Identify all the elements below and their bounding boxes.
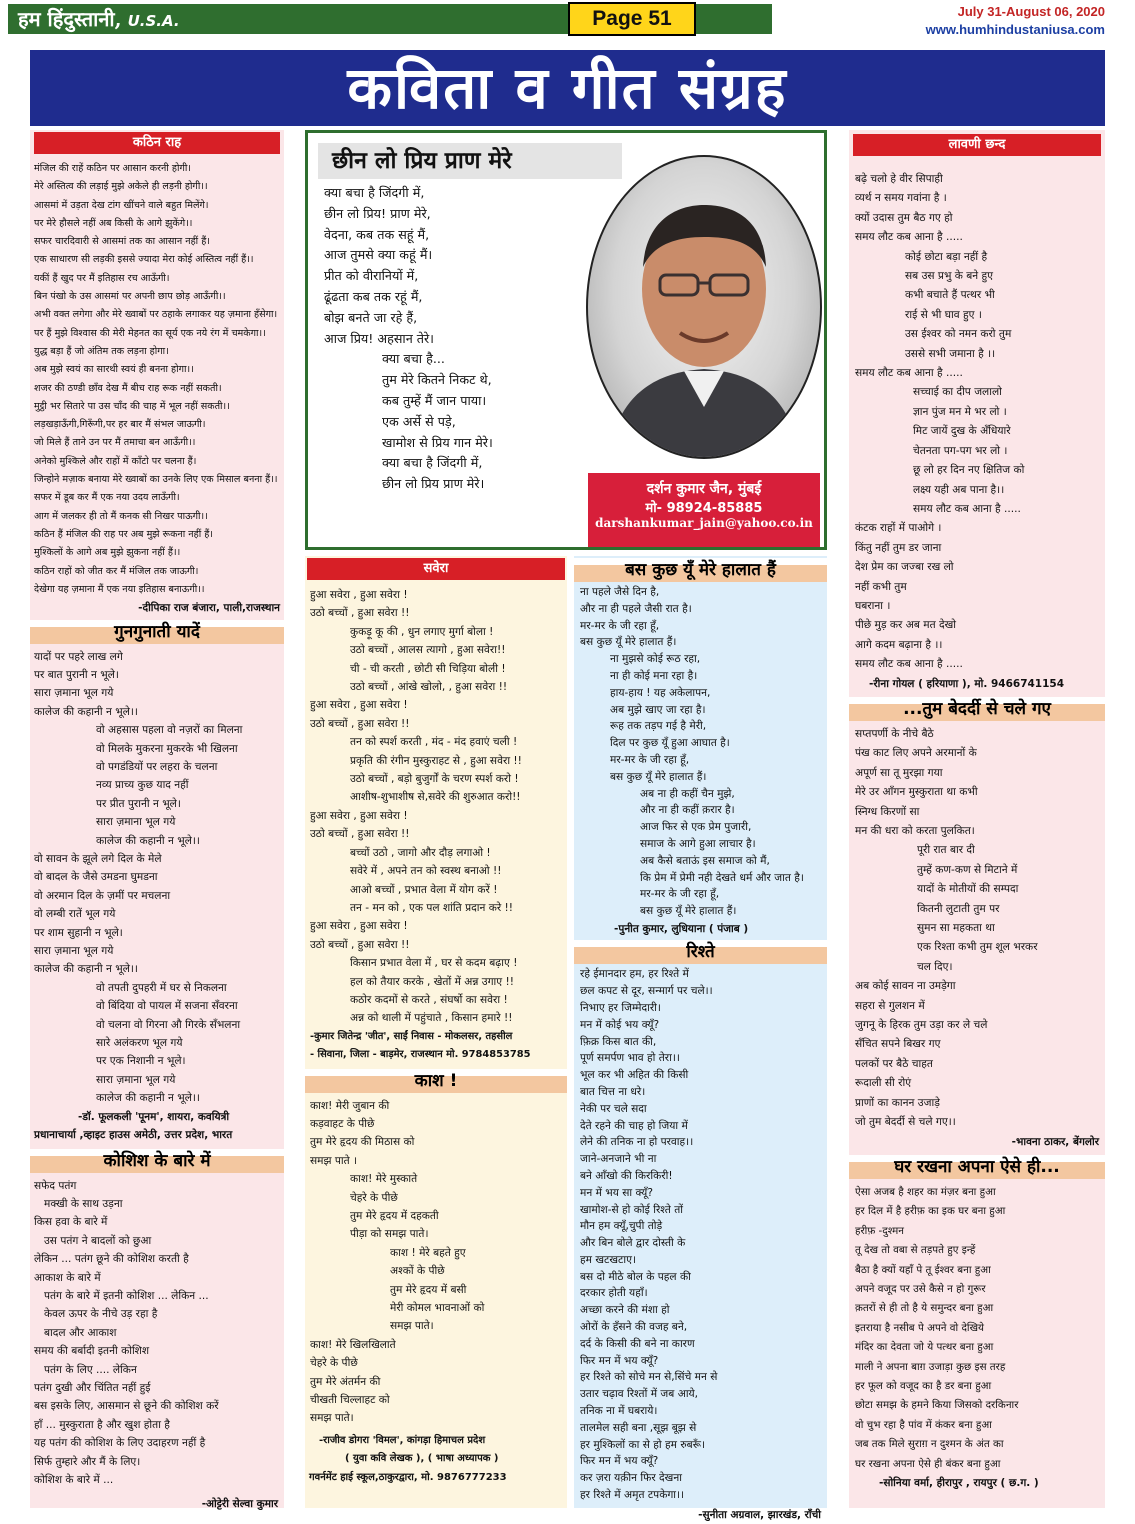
poem-line: केवल ऊपर के नीचे उड़ रहा है xyxy=(44,1308,158,1321)
poem-line: छल कपट से दूर, सन्मार्ग पर चले।। xyxy=(580,985,713,998)
poem-line: मर-मर के जी रहा हूँ, xyxy=(580,619,660,632)
poem-line: सप्तपर्णी के नीचे बैठे xyxy=(855,727,934,740)
poem-line: सच्चाई का दीप जलालो xyxy=(913,386,1002,399)
poem-line: युद्ध बड़ा हैं जो अंतिम तक लड़ना होगा। xyxy=(34,345,169,357)
poem-credit: - सिवाना, जिला - बाड़मेर, राजस्थान मो. 9784853785 xyxy=(310,1049,531,1061)
poem-title: कोशिश के बारे में xyxy=(30,1149,284,1173)
poem-line: अन्न को थाली में पहुंचाते , किसान हमारे !! xyxy=(350,1012,513,1025)
poem-credit: -दीपिका राज बंजारा, पाली,राजस्थान xyxy=(138,602,280,615)
poem-line: देते रहने की चाह हो जिया में xyxy=(580,1119,688,1132)
poem-line: आओ बच्चों , प्रभात वेला में योग करें ! xyxy=(350,883,498,896)
featured-title: छीन लो प्रिय प्राण मेरे xyxy=(318,143,622,179)
poem-line: किस हवा के बारे में xyxy=(34,1216,108,1229)
poem-line: मंदिर का देवता जो ये पत्थर बना हुआ xyxy=(855,1341,994,1354)
poem-credit: -रीना गोयल ( हरियाणा ), मो. 9466741154 xyxy=(869,677,1065,690)
poem-line: अभी वक्त लगेगा और मेरे ख्वाबों पर ठहाके लगाकर यह ज़माना हँसेगा। xyxy=(34,309,278,321)
column-center-left xyxy=(305,556,567,1508)
poem-line: वो पगडंडियों पर लहरा के चलना xyxy=(96,760,218,773)
author-photo xyxy=(586,155,822,459)
poem-line: बिन पंखो के उस आसमां पर अपनी छाप छोड़ आऊँगी।। xyxy=(34,291,226,303)
poem-line: समाज के आगे हुआ लाचार है। xyxy=(640,837,756,850)
poem-line: सारा ज़माना भूल गये xyxy=(96,816,176,829)
poem-line: वो बिंदिया वो पायल में सजना सँवरना xyxy=(96,1000,238,1013)
poem-line: बस दो मीठे बोल के पहल की xyxy=(580,1270,691,1283)
poem-line: हाय-हाय ! यह अकेलापन, xyxy=(610,686,711,699)
poem-line: जाने-अनजाने भी ना xyxy=(580,1153,657,1166)
poem-line: अनेको मुश्किले और राहों में काँटो पर चलना हैं। xyxy=(34,455,197,467)
poem-line: पर शाम सुहानी न भूले। xyxy=(34,926,123,939)
poem-line: पतंग के लिए .... लेकिन xyxy=(44,1363,137,1376)
poem-line: पंख काट लिए अपने अरमानों के xyxy=(855,747,977,760)
poem-credit: -कुमार जितेन्द्र 'जीत', साईं निवास - मोकलसर, तहसील xyxy=(310,1030,513,1042)
poem-credit: प्रधानाचार्या ,व्हाइट हाउस अमेठी, उत्तर प्रदेश, भारत xyxy=(34,1129,233,1142)
website-link[interactable]: www.humhindustaniusa.com xyxy=(925,22,1105,37)
poem-line: आशीष-शुभाशीष से,सवेरे की शुरुआत करो!! xyxy=(350,791,521,804)
poem-line: आज फिर से एक प्रेम पुजारी, xyxy=(640,821,752,834)
poem-line: अच्छा करने की मंशा हो xyxy=(580,1304,670,1317)
poem-line: लक्ष्य यही अब पाना है।। xyxy=(913,483,1005,496)
poem-line: ना मुझसे कोई रूठ रहा, xyxy=(610,653,701,666)
poem-line: कोशिश के बारे में ... xyxy=(34,1474,114,1486)
poem-line: पर मेरे हौसले नहीं अब किसी के आगे झुकेंगे।। xyxy=(34,217,193,229)
poem-line: तुम मेरे हृदय में दहकती xyxy=(350,1210,439,1222)
poem-line: ऐसा अजब है शहर का मंज़र बना हुआ xyxy=(855,1185,996,1198)
poem-line: फिर मन में भय क्यूँ? xyxy=(580,1455,659,1468)
masthead-divider xyxy=(696,4,772,34)
poem-line: चेहरे के पीछे xyxy=(310,1357,358,1370)
poem-line: यह पतंग की कोशिश के लिए उदाहरण नहीं है xyxy=(34,1437,206,1450)
poem-line: तुम मेरे कितने निकट थे, xyxy=(382,372,492,388)
poem-line: ज्ञान पुंज मन मे भर लो । xyxy=(913,405,1007,418)
poem-line: आकाश के बारे में xyxy=(34,1271,101,1284)
author-card xyxy=(588,473,820,547)
poem-line: कठिन हैं मंजिल की राह पर अब मुझे रूकना नहीं हैं। xyxy=(34,528,213,540)
poem-line: पूर्ण समर्पण भाव हो तेरा।। xyxy=(580,1052,680,1065)
poem-credit: -सुनीता अग्रवाल, झारखंड, राँची xyxy=(698,1508,821,1521)
poem-line: बने आँखो की किरकिरी! xyxy=(580,1169,673,1182)
poem-line: और ना ही कहीं क़रार है। xyxy=(640,804,735,817)
poem-line: ना पहले जैसे दिन है, xyxy=(580,586,660,598)
poem-line: समय की बर्बादी इतनी कोशिश xyxy=(34,1345,150,1358)
poem-line: पीछे मुड़ कर अब मत देखो xyxy=(855,619,957,632)
masthead-brand xyxy=(8,4,568,34)
poem-credit: -पुनीत कुमार, लुधियाना ( पंजाब ) xyxy=(614,922,749,935)
poem-line: स्निग्ध किरणों सा xyxy=(855,805,920,818)
poem-line: रूदाली सी रोएं xyxy=(855,1077,912,1090)
poem-line: वो मिलके मुकरना मुकरके भी खिलना xyxy=(96,742,238,755)
poem-line: वो बादल के जैसे उमडना घुमडना xyxy=(34,871,158,884)
poem-line: मुश्किलों के आगे अब मुझे झुकना नहीं हैं।। xyxy=(34,547,181,559)
poem-line: देखेगा यह ज़माना मैं एक नया इतिहास बनाऊगी।। xyxy=(34,583,205,595)
poem-line: उठो बच्चों , हुआ सवेरा !! xyxy=(310,607,410,620)
poem-line: उठो बच्चों , हुआ सवेरा !! xyxy=(310,717,410,730)
poem-line: हुआ सवेरा , हुआ सवेरा ! xyxy=(310,699,408,712)
poem-line: पीड़ा को समझ पाते। xyxy=(350,1228,429,1241)
brand-suffix: U.S.A. xyxy=(127,12,180,30)
poem-line: एक साधारण सी लड़की इससे ज्यादा मेरा कोई अस्तित्व नहीं हैं।। xyxy=(34,254,254,266)
poem-line: पर एक निशानी न भूले। xyxy=(96,1055,186,1068)
poem-line: मन में भय सा क्यूँ? xyxy=(580,1186,653,1199)
poem-line: हाँ ... मुस्कुराता है और खुश होता है xyxy=(34,1418,170,1431)
poem-line: चीखती चिल्लाहट को xyxy=(310,1394,390,1407)
poem-line: चेहरे के पीछे xyxy=(350,1191,398,1204)
poem-line: हर रिश्ते में अमृत टपकेगा।। xyxy=(580,1489,685,1502)
column-center-right xyxy=(574,556,827,1521)
portrait-illustration xyxy=(588,157,820,457)
poem-line: नहीं कभी तुम xyxy=(855,580,907,593)
poem-line: चल दिए। xyxy=(917,960,953,973)
poem-line: मंजिल की राहें कठिन पर आसान करनी होगी। xyxy=(34,163,191,174)
poem-body xyxy=(849,170,1105,675)
poem-line: मन में कोई भय क्यूँ? xyxy=(580,1018,660,1031)
poem-line: सफर में डूब कर मैं एक नया उदय लाऊँगी। xyxy=(34,492,180,504)
poem-line: ची - ची करती , छोटी सी चिड़िया बोली ! xyxy=(350,662,506,675)
poem-line: हर फूल को वजूद का है डर बना हुआ xyxy=(855,1379,992,1392)
poem-line: सवेरे में , अपने तन को स्वस्थ बनाओ !! xyxy=(350,865,502,878)
poem-line: यकीं हैं खुद पर मैं इतिहास रच आऊँगी। xyxy=(34,272,170,284)
poem-credit: -राजीव डोगरा 'विमल', कांगड़ा हिमाचल प्रदेश xyxy=(319,1434,486,1446)
poem-line: क्या बचा है जिंदगी में, xyxy=(382,455,483,471)
poem-line: अश्कों के पीछे xyxy=(390,1265,445,1278)
poem-line: मेरे उर आँगन मुस्कुराता था कभी xyxy=(855,786,978,799)
poem-line: समझ पाते। xyxy=(390,1320,434,1333)
poem-line: छू लो हर दिन नए क्षितिज को xyxy=(913,464,1025,477)
poem-line: उठो बच्चों , हुआ सवेरा !! xyxy=(310,828,410,841)
poem-line: पर हैं मुझे विश्वास की मेरी मेहनत का सूर्य एक नये रंग में चमकेगा।। xyxy=(34,327,266,339)
poem-line: नेकी पर चले सदा xyxy=(580,1102,647,1115)
poem-line: पूरी रात बार दी xyxy=(917,844,975,857)
poem-line: वेदना, कब तक सहूं मैं, xyxy=(324,226,430,242)
poem-line: ना ही कोई मना रहा है। xyxy=(610,669,698,682)
poem-line: काश! मेरे मुस्काते xyxy=(350,1173,418,1186)
poem-line: कभी बचाते हैं पत्थर भी xyxy=(905,289,995,302)
poem-line: और ना ही पहले जैसी रात है। xyxy=(580,602,692,615)
poem-line: जब तक मिले सुराग़ न दुश्मन के अंत का xyxy=(855,1438,1004,1451)
poem-line: काश! मेरे खिलखिलाते xyxy=(310,1338,396,1351)
poem-line: सिर्फ तुम्हारे और मैं के लिए। xyxy=(34,1455,141,1468)
poem-line: मुट्ठी भर सितारे पा उस चाँद की चाह में भूल नहीं सकती।। xyxy=(34,400,230,412)
poem-line: उतार चढ़ाव रिश्तों में जब आये, xyxy=(580,1388,699,1401)
author-email[interactable]: darshankumar_jain@yahoo.co.in xyxy=(595,516,813,530)
poem-line: सारा ज़माना भूल गये xyxy=(34,687,114,700)
poem-line: सब उस प्रभु के बने हुए xyxy=(905,270,994,283)
poem-line: कब तुम्हें मैं जान पाया। xyxy=(382,392,487,408)
poem-line: आज प्रिय! अहसान तेरे। xyxy=(324,330,434,346)
poem-line: कठिन राहों को जीत कर मैं मंजिल तक जाऊगी। xyxy=(34,565,199,577)
poem-credit: -ओट्टेरी सेल्वा कुमार xyxy=(201,1498,278,1511)
author-phone: मो- 98924-85885 xyxy=(645,501,763,516)
poem-line: छोटा समझ के हमने किया जिसको दरकिनार xyxy=(855,1399,1019,1412)
poem-line: तुम मेरे हृदय की मिठास को xyxy=(310,1136,415,1149)
poem-line: बच्चों उठो , जागो और दौड़ लगाओ ! xyxy=(350,846,491,859)
poem-credit: -डॉ. फूलकली 'पूनम', शायरा, कवयित्री xyxy=(78,1110,230,1123)
poem-line: उससे सभी जमाना है ।। xyxy=(905,347,996,360)
poem-line: इतराया है नसीब पे अपने वो देखिये xyxy=(855,1321,984,1334)
poem-credit: गवर्नमेंट हाई स्कूल,ठाकुरद्वारा, मो. 9876777233 xyxy=(309,1471,507,1483)
poem-line: कड़वाहट के पीछे xyxy=(310,1117,375,1130)
poem-line: अपने वजूद पर उसे कैसे न हो गुरूर xyxy=(855,1282,986,1295)
poem-line: मर-मर के जी रहा हूँ, xyxy=(640,888,720,901)
poem-line: उठो बच्चों , आंखे खोलो, , हुआ सवेरा !! xyxy=(350,681,508,694)
poem-line: मक्खी के साथ उड़ना xyxy=(44,1197,123,1210)
poem-line: प्रकृति की रंगीन मुस्कुराहट से , हुआ सवेरा !! xyxy=(350,754,522,767)
poem-line: आज तुमसे क्या कहूं मैं। xyxy=(324,247,433,263)
poem-line: मौन हम क्यूँ,चुपी तोड़े xyxy=(580,1220,663,1233)
poem-body xyxy=(30,648,284,1108)
poem-line: वो अरमान दिल के ज़मीं पर मचलना xyxy=(34,889,171,902)
poem-line: राई से भी घाव हुए । xyxy=(905,308,982,321)
poem-line: जो मिले हैं ताने उन पर मैं तमाचा बन आऊँगी।। xyxy=(34,437,196,449)
poem-line: रूह तक तड़प गई है मेरी, xyxy=(610,720,707,733)
poem-line: उठो बच्चों , हुआ सवेरा !! xyxy=(310,938,410,951)
poem-line: तन - मन को , एक पल शांति प्रदान करे !! xyxy=(350,901,514,914)
poem-body xyxy=(849,725,1105,1133)
poem-line: हुआ सवेरा , हुआ सवेरा ! xyxy=(310,920,408,933)
poem-line: सँचित सपने बिखर गए xyxy=(855,1038,941,1051)
poem-line: बोझ बनते जा रहे हैं, xyxy=(324,309,418,325)
poem-line: हल को तैयार करके , खेतों में अन्न उगाए !! xyxy=(350,975,515,988)
poem-line: समय लौट कब आना है ..... xyxy=(855,367,963,380)
poem-line: क्यों उदास तुम बैठ गए हो xyxy=(855,211,953,224)
poem-line: दिल पर कुछ यूँ हुआ आघात है। xyxy=(610,737,730,750)
poem-title: लावणी छन्द xyxy=(853,134,1101,156)
poem-line: उठो बच्चों , बड़ो बुजुर्गों के चरण स्पर्श करो ! xyxy=(350,773,519,786)
poem-line: कर ज़रा यक़ीन फिर देखना xyxy=(580,1472,682,1485)
poem-line: बैठा है क्यों यहाँ पे तू ईश्वर बना हुआ xyxy=(855,1263,991,1276)
poem-line: समझ पाते । xyxy=(310,1154,358,1167)
poem-line: कालेज की कहानी न भूले।। xyxy=(34,705,138,718)
poem-line: भूल कर भी अहित की किसी xyxy=(580,1069,689,1082)
poem-line: हुआ सवेरा , हुआ सवेरा ! xyxy=(310,589,408,601)
poem-line: पतंग के बारे में इतनी कोशिश ... लेकिन ... xyxy=(44,1289,209,1302)
poem-line: शजर की ठण्डी छाँव देख मैं बीच राह रूक नहीं सकती। xyxy=(34,382,222,394)
poem-line: सारा ज़माना भूल गये xyxy=(34,945,114,958)
poem-line: अपूर्ण सा तू मुरझा गया xyxy=(855,766,943,779)
poem-line: यादों पर पहरे लाख लगे xyxy=(34,650,123,663)
poem-line: रहे ईमानदार हम, हर रिश्ते में xyxy=(580,968,689,981)
column-right xyxy=(849,130,1105,1508)
poem-line: प्राणों का कानन उजाड़े xyxy=(855,1096,940,1109)
poem-line: पर बात पुरानी न भूले। xyxy=(34,668,119,681)
poem-line: चेतनता पग-पग भर लो । xyxy=(913,444,1008,457)
poem-line: तनिक ना में घबराये। xyxy=(580,1405,658,1418)
poem-line: मेरी कोमल भावनाओं को xyxy=(390,1302,485,1315)
poem-line: तालमेल सही बना ,सूझ बूझ से xyxy=(580,1421,697,1434)
poem-line: और बिन बोले द्वार दोस्ती के xyxy=(580,1237,686,1250)
poem-line: बात चित्त ना धरे। xyxy=(580,1085,646,1098)
poem-line: सारा ज़माना भूल गये xyxy=(96,1073,176,1086)
poem-line: लेकिन ... पतंग छूने की कोशिश करती है xyxy=(34,1253,189,1266)
poem-credit: ( युवा कवि लेखक ), ( भाषा अध्यापक ) xyxy=(345,1453,499,1465)
poem-line: जुगनू के हिरक तुम उड़ा कर ले चले xyxy=(855,1019,988,1032)
poem-line: बस इसके लिए, आसमान से छूने की कोशिश करें xyxy=(34,1400,219,1413)
author-name: दर्शन कुमार जैन, मुंबई xyxy=(646,481,762,497)
page-number: Page 51 xyxy=(568,2,696,36)
poem-line: लेने की तनिक ना हो परवाह।। xyxy=(580,1136,694,1149)
poem-line: बढ़े चलो हे वीर सिपाही xyxy=(855,173,943,185)
poem-line: नव्य प्राच्य कुछ याद नहीं xyxy=(96,779,189,792)
poem-line: खामोश से प्रिय गान मेरे। xyxy=(382,434,493,450)
poem-line: वो अहसास पहला वो नज़रों का मिलना xyxy=(96,724,243,737)
poem-line: वो चुभ रहा है पांव में कंकर बना हुआ xyxy=(855,1418,992,1431)
poem-line: आसमां में उड़ता देख टांग खींचने वाले बहुत मिलेंगे। xyxy=(34,199,209,211)
poem-title: ...तुम बेदर्दी से चले गए xyxy=(849,697,1105,721)
poem-line: हर मुश्किलों का से हो हम रुबरूँ। xyxy=(580,1438,705,1451)
poem-line: किसान प्रभात वेला में , घर से कदम बढ़ाए ! xyxy=(350,957,518,970)
poem-line: क्या बचा है... xyxy=(382,351,445,367)
poem-line: कुकड़ू कू की , धुन लगाए मुर्गा बोला ! xyxy=(350,625,494,638)
poem-line: कंटक राहों में पाओगे । xyxy=(855,522,942,535)
poem-line: यादों के मोतीयों की सम्पदा xyxy=(917,883,1019,896)
poem-line: कितनी लुटाती तुम पर xyxy=(917,902,1000,915)
poem-line: हुआ सवेरा , हुआ सवेरा ! xyxy=(310,809,408,822)
poem-line: वो लम्बी रातें भूल गये xyxy=(34,908,116,921)
poem-line: हम खटखटाए। xyxy=(580,1253,636,1266)
poem-line: आग में जलकर ही तो मैं कनक सी निखर पाऊगी।। xyxy=(34,510,208,522)
poem-line: तुम्हें कण-कण से मिटाने में xyxy=(917,863,1018,876)
poem-line: पलकों पर बैठे चाहत xyxy=(855,1057,933,1070)
poem-line: तुम मेरे हृदय में बसी xyxy=(390,1283,467,1296)
poem-line: प्रीत को वीरानियों में, xyxy=(324,268,419,284)
poem-line: निभाए हर जिम्मेदारी। xyxy=(580,1001,661,1014)
column-left xyxy=(30,130,284,1511)
poem-title: घर रखना अपना ऐसे ही... xyxy=(849,1155,1105,1179)
poem-title: काश ! xyxy=(305,1069,567,1093)
poem-line: बस कुछ यूँ मेरे हालात हैं। xyxy=(640,905,737,918)
poem-title: गुनगुनाती यादें xyxy=(30,620,284,644)
poem-line: बादल और आकाश xyxy=(44,1326,117,1339)
poem-line: क़तरों से ही तो है ये समुन्दर बना हुआ xyxy=(855,1302,994,1315)
poem-line: उठो बच्चों , आलस त्यागो , हुआ सवेरा!! xyxy=(350,644,506,657)
poem-line: एक रिश्ता कभी तुम शूल भरकर xyxy=(917,941,1038,954)
poem-body xyxy=(30,1177,284,1490)
poem-credit: -सोनिया वर्मा, हीरापुर , रायपुर ( छ.ग. ) xyxy=(879,1477,1039,1489)
poem-line: पर प्रीत पुरानी न भूले। xyxy=(96,797,181,810)
poem-line: समझ पाते। xyxy=(310,1412,354,1425)
poem-line: अब कोई सावन ना उमड़ेगा xyxy=(855,980,956,993)
poem-line: घबराना । xyxy=(855,599,891,612)
poem-line: फिर मन में भय क्यूँ? xyxy=(580,1354,659,1367)
poem-credit: -भावना ठाकर, बेंगलोर xyxy=(1011,1135,1099,1148)
poem-line: वो सावन के झूले लगे दिल के मेले xyxy=(34,853,162,865)
poem-line: मर-मर के जी रहा हूँ, xyxy=(610,753,690,766)
featured-body xyxy=(324,183,493,495)
featured-poem xyxy=(305,130,827,550)
poem-line: मिट जायें दुख के अँधियारे xyxy=(913,425,1011,438)
poem-line: दर्द के किसी की बने ना कारण xyxy=(580,1337,695,1350)
poem-line: अब मुझे खाए जा रहा है। xyxy=(610,703,706,716)
poem-title: रिश्ते xyxy=(574,940,827,964)
poem-line: काश! मेरी जुबान की xyxy=(310,1099,390,1112)
poem-line: देश प्रेम का जज्बा रख लो xyxy=(855,561,954,574)
poem-title: बस कुछ यूँ मेरे हालात हैं xyxy=(574,558,827,582)
poem-line: तू देख तो वबा से तड़पते हुए इन्हें xyxy=(855,1244,976,1257)
poem-line: तुम मेरे अंतर्मन की xyxy=(310,1375,381,1388)
poem-line: सुमन सा महकता था xyxy=(917,922,995,935)
poem-line: वो चलना वो गिरना औ गिरके सँभलना xyxy=(96,1018,241,1031)
poem-line: उस ईश्वर को नमन करो तुम xyxy=(905,328,1012,341)
poem-line: अब कैसे बताऊं इस समाज को मैं, xyxy=(640,854,770,867)
issue-date: July 31-August 06, 2020 xyxy=(957,4,1105,19)
poem-line: सारे अलंकरण भूल गये xyxy=(96,1037,183,1050)
poem-line: सफेद पतंग xyxy=(34,1179,77,1192)
poem-line: काश ! मेरे बहते हुए xyxy=(390,1246,466,1259)
poem-line: लड़खड़ाऊँगी,गिरूँगी,पर हर बार मैं संभल जाऊगी। xyxy=(34,419,206,431)
poem-line: समय लौट कब आना है ..... xyxy=(855,231,963,244)
poem-line: अब ना ही कहीं चैन मुझे, xyxy=(640,787,735,800)
poem-line: आगे कदम बढ़ाना है ।। xyxy=(855,638,943,651)
poem-line: मन की धरा को करता पुलकित। xyxy=(855,825,975,837)
poem-line: छीन लो प्रिय प्राण मेरे। xyxy=(382,476,485,492)
poem-line: बस कुछ यूँ मेरे हालात हैं। xyxy=(580,636,677,649)
poem-body xyxy=(305,1097,567,1428)
poem-body xyxy=(849,1183,1105,1474)
poem-line: उस पतंग ने बादलों को छुआ xyxy=(44,1234,152,1247)
page-title: कविता व गीत संग्रह xyxy=(30,50,1105,126)
poem-line: हर रिश्ते को सोचे मन से,सिंचे मन से xyxy=(580,1371,718,1384)
poem-line: मेरे अस्तित्व की लड़ाई मुझे अकेले ही लड़नी होगी।। xyxy=(34,181,208,193)
poem-line: व्यर्थ न समय गवांना है । xyxy=(855,192,947,205)
poem-line: छीन लो प्रिय! प्राण मेरे, xyxy=(324,205,431,221)
poem-line: सहरा से गुलशन में xyxy=(855,999,925,1012)
poem-title: सवेरा xyxy=(307,558,565,580)
poem-line: समय लौट कब आना है ..... xyxy=(913,502,1021,515)
poem-line: घर रखना अपना ऐसे ही बंकर बना हुआ xyxy=(855,1457,1001,1470)
poem-line: कि प्रेम में प्रेमी नही देखते धर्म और जात है। xyxy=(640,871,804,884)
poem-line: कठोर कदमों से करते , संघर्षो का सवेरा ! xyxy=(350,993,508,1006)
poem-line: बस कुछ यूँ मेरे हालात हैं। xyxy=(610,770,707,783)
poem-line: जो तुम बेदर्दी से चले गए।। xyxy=(855,1116,956,1129)
poem-line: हर दिल में है हरीफ़ का इक घर बना हुआ xyxy=(855,1205,1006,1218)
poem-line: जिन्होने मज़ाक बनाया मेरे ख्वाबों का उनके लिए एक मिसाल बनना हैं।। xyxy=(34,474,278,486)
poem-body xyxy=(305,586,567,1028)
brand-name: हम हिंदुस्तानी, xyxy=(18,7,122,31)
poem-body xyxy=(30,160,284,599)
poem-line: खामोश-से हो कोई रिश्ते तों xyxy=(580,1203,683,1216)
poem-body xyxy=(574,584,827,920)
poem-line: वो तपती दुपहरी में घर से निकलना xyxy=(96,981,227,994)
poem-line: किंतु नहीं तुम डर जाना xyxy=(855,541,942,554)
poem-line: सफर चारदिवारी से आसमां तक का आसान नहीं हैं। xyxy=(34,236,210,248)
poem-line: कालेज की कहानी न भूले।। xyxy=(96,834,200,847)
poem-line: माली ने अपना बाग़ उजाड़ा कुछ इस तरह xyxy=(855,1360,1006,1373)
poem-line: कालेज की कहानी न भूले।। xyxy=(34,963,138,976)
poem-title: कठिन राह xyxy=(34,132,280,154)
poem-line: दरकार होती यहाँ। xyxy=(580,1287,648,1300)
poem-body xyxy=(574,966,827,1504)
poem-line: फ़िक्र किस बात की, xyxy=(580,1035,657,1048)
poem-line: तन को स्पर्श करती , मंद - मंद हवाएं चली ! xyxy=(350,736,518,749)
poem-line: कालेज की कहानी न भूले।। xyxy=(96,1092,200,1105)
poem-line: कोई छोटा बड़ा नहीं है xyxy=(905,250,988,263)
poem-line: एक अर्से से पड़े, xyxy=(382,413,456,429)
poem-line: ढूंढता कब तक रहूं मैं, xyxy=(324,288,423,304)
poem-line: पतंग दुखी और चिंतित नहीं हुई xyxy=(34,1381,151,1394)
poem-line: हरीफ़ -दुश्मन xyxy=(855,1224,904,1237)
poem-line: क्या बचा है जिंदगी में, xyxy=(324,185,425,200)
poem-line: अब मुझे स्वयं का सारथी स्वयं ही बनना होगा।। xyxy=(34,364,194,376)
poem-line: ओरों के हँसने की वजह बने, xyxy=(580,1321,688,1334)
poem-line: समय लौट कब आना है ..... xyxy=(855,658,963,671)
